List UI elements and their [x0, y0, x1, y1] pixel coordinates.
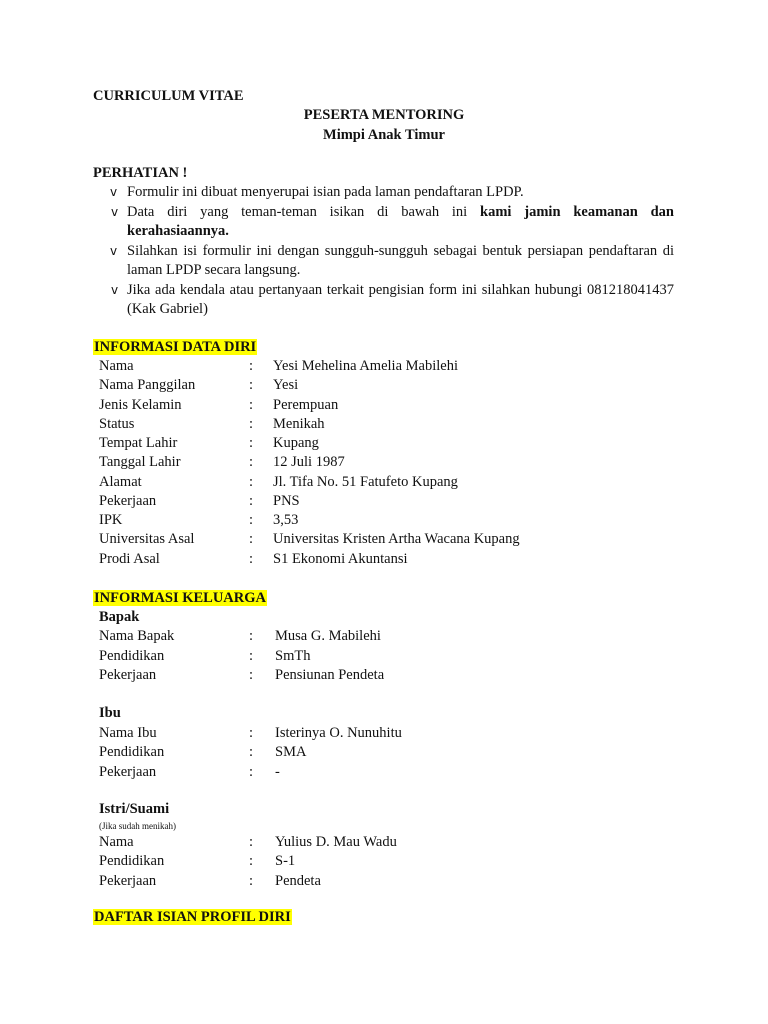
- field-value: Kupang: [273, 435, 319, 451]
- subsection-title-ibu: Ibu: [99, 705, 121, 721]
- field-value: Yesi: [273, 377, 299, 393]
- check-mark-icon: v: [111, 282, 119, 297]
- section-heading-profil: DAFTAR ISIAN PROFIL DIRI: [94, 909, 291, 925]
- field-value: S1 Ekonomi Akuntansi: [273, 551, 408, 567]
- field-value: PNS: [273, 493, 300, 509]
- field-value: SmTh: [275, 648, 311, 664]
- notice-item: [93, 281, 674, 320]
- field-value: S-1: [275, 853, 296, 869]
- field-value: SMA: [275, 744, 307, 760]
- field-value: Pendeta: [275, 873, 321, 889]
- field-value: Menikah: [273, 416, 325, 432]
- notice-item: [93, 183, 674, 203]
- field-value: Jl. Tifa No. 51 Fatufeto Kupang: [273, 474, 458, 490]
- notice-text-bold: kami jamin keamanan dan kerahasiaannya.: [127, 203, 674, 239]
- field-value: -: [275, 764, 280, 780]
- section-heading-keluarga: INFORMASI KELUARGA: [94, 590, 266, 606]
- cv-title: CURRICULUM VITAE: [93, 88, 244, 104]
- notice-section: [93, 164, 674, 320]
- notice-text: Data diri yang teman-teman isikan di bawah ini: [127, 203, 481, 220]
- field-value: Yulius D. Mau Wadu: [275, 834, 397, 850]
- subsection-note: (Jika sudah menikah): [99, 821, 176, 831]
- notice-item: [93, 203, 674, 242]
- document-page: CURRICULUM VITAE PESERTA MENTORING Mimpi Anak Timur PERHATIAN ! v Formulir ini dibuat menyerupai isian pada laman pendaftaran LPDP. v Data diri yang teman-teman isikan di bawah ini kami jamin keamanan dan kerahasiaannya. v Silahkan isi formulir ini dengan sungguh-sungguh sebagai bentuk persiapan pendaftaran di laman LPDP secara langsung. v Jika ada kendala atau pertanyaan terkait pengisian form ini silahkan hubungi 081218041437 (Kak Gabriel) INFORMASI DATA DIRI Nama : Yesi Mehelina Amelia Mabilehi Nama Panggilan : Yesi Jenis Kelamin : Perempuan Status : Menikah Tempat Lahir : Kupang Tanggal Lahir : 12 Juli 1987 Alamat : Jl. Tifa No. 51 Fatufeto Kupang Pekerjaan : PNS IPK : 3,53 Universitas Asal : Universitas Kristen Artha Wacana Kupang Prodi Asal : S1 Ekonomi Akuntansi INFORMASI KELUARGA Bapak Nama Bapak : Musa G. Mabilehi Pendidikan : SmTh Pekerjaan : Pensiunan Pendeta Ibu Nama Ibu : Isterinya O. Nunuhitu Pendidikan : SMA Pekerjaan : - Istri/Suami (Jika sudah menikah) Nama : Yulius D. Mau Wadu Pendidikan : S-1 Pekerjaan : Pendeta DAFTAR ISIAN PROFIL DIRI: [0, 0, 768, 1024]
- program-name: Mimpi Anak Timur: [323, 127, 445, 143]
- check-mark-icon: v: [110, 185, 118, 199]
- subsection-title-bapak: Bapak: [99, 609, 140, 625]
- field-value: Universitas Kristen Artha Wacana Kupang: [273, 531, 520, 547]
- subsection-title-pasangan: Istri/Suami: [99, 801, 170, 817]
- notice-item: [93, 242, 674, 281]
- check-mark-icon: v: [110, 243, 118, 258]
- notice-text: Jika ada kendala atau pertanyaan terkait pengisian form ini silahkan hubungi 081218041437 (Kak Gabriel): [127, 281, 674, 317]
- field-value: 3,53: [273, 512, 299, 528]
- mentoring-title: PESERTA MENTORING: [303, 107, 465, 123]
- field-value: Isterinya O. Nunuhitu: [275, 725, 402, 741]
- field-value: Pensiunan Pendeta: [275, 667, 385, 683]
- field-value: Musa G. Mabilehi: [275, 628, 381, 644]
- notice-text: Silahkan isi formulir ini dengan sungguh-sungguh sebagai bentuk persiapan pendaftaran di laman LPDP secara langsung.: [127, 242, 674, 278]
- field-value: 12 Juli 1987: [273, 454, 345, 470]
- field-value: Perempuan: [273, 397, 339, 413]
- check-mark-icon: v: [111, 204, 119, 219]
- notice-title: PERHATIAN !: [93, 165, 188, 181]
- field-value: Yesi Mehelina Amelia Mabilehi: [273, 358, 458, 374]
- section-heading-data-diri: INFORMASI DATA DIRI: [94, 339, 257, 355]
- notice-text: Formulir ini dibuat menyerupai isian pada laman pendaftaran LPDP.: [127, 184, 524, 200]
